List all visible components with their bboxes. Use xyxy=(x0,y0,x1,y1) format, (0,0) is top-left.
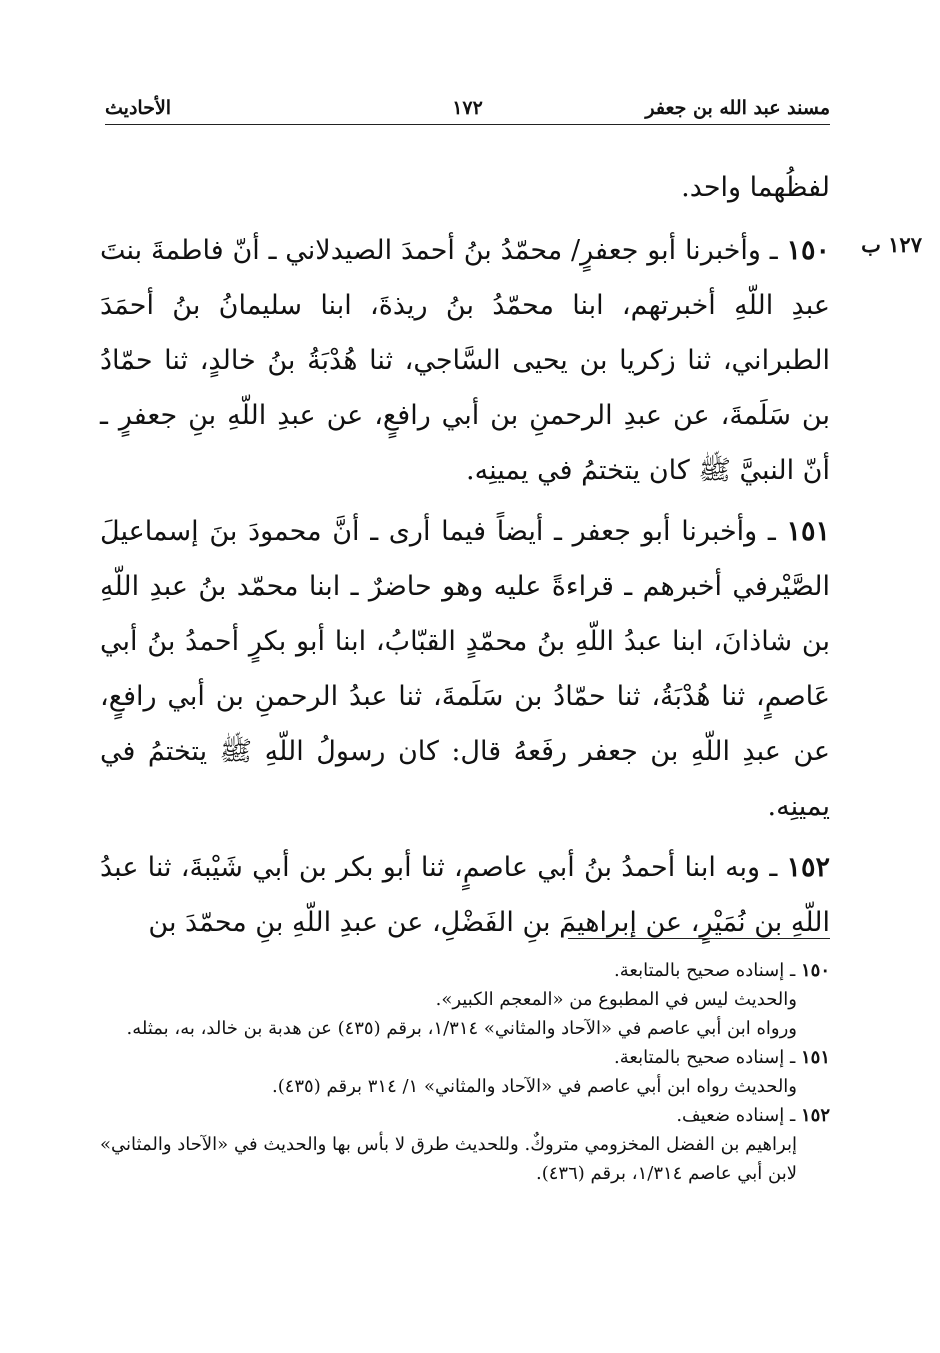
hadith-text: ـ وأخبرنا أبو جعفرٍ/ محمّدُ بنُ أحمدَ الصيدلاني ـ أنّ فاطمةَ بنتَ عبدِ اللّهِ أخبرتهم، ابنا محمّدُ بنُ ريذةَ، ابنا سليمانُ بنُ أحمَدَ الطبراني، ثنا زكريا بن يحيى السَّاجي، ثنا هُدْبَةُ بنُ خالدٍ، ثنا حمّادُ بن سَلَمةَ، عن عبدِ الرحمنِ بن أبي رافعٍ، عن عبدِ اللّهِ بنِ جعفرٍ ـ أنّ النبيَّ ﷺ كان يتختمُ في يمينِه. xyxy=(100,235,830,486)
footnote-divider xyxy=(568,938,830,939)
footnote-151-head xyxy=(100,1043,830,1072)
footnote-text: ـ إسناده صحيح بالمتابعة. xyxy=(614,960,796,981)
footnote-150-head xyxy=(100,956,830,985)
footnote-152-head xyxy=(100,1101,830,1130)
page-header xyxy=(105,92,830,125)
hadith-number: ١٥٢ xyxy=(786,852,830,883)
page-number: ١٧٢ xyxy=(452,97,483,119)
footnote-text: ـ إسناده صحيح بالمتابعة. xyxy=(614,1047,796,1068)
hadith-text: ـ وأخبرنا أبو جعفر ـ أيضاً فيما أرى ـ أنَّ محمودَ بنَ إسماعيلَ الصَّيْرفي أخبرهم ـ قراءةً عليه وهو حاضرٌ ـ ابنا محمّد بنُ عبدِ اللّهِ بن شاذانَ، ابنا عبدُ اللّهِ بنُ محمّدٍ القبّابُ، ابنا أبو بكرٍ أحمدُ بنُ أبي عَاصمٍ، ثنا هُدْبَةُ، ثنا حمّادُ بن سَلَمةَ، ثنا عبدُ الرحمنِ بن أبي رافعٍ، عن عبدِ اللّهِ بن جعفر رفَعهُ قال: كان رسولُ اللّهِ ﷺ يتختمُ في يمينِه. xyxy=(100,516,830,822)
hadith-150 xyxy=(100,223,830,498)
intro-line: لفظُهما واحد. xyxy=(681,172,830,203)
main-text xyxy=(100,160,830,956)
footnote-text: ـ إسناده ضعيف. xyxy=(676,1105,796,1126)
hadith-number: ١٥١ xyxy=(786,516,830,547)
hadith-text: ـ وبه ابنا أحمدُ بنُ أبي عاصمٍ، ثنا أبو بكر بن أبي شَيْبةَ، ثنا عبدُ اللّهِ بن نُمَيْرٍ، عن إبراهيمَ بنِ الفَضْلِ، عن عبدِ اللّهِ بنِ محمّدَ بن xyxy=(100,852,830,938)
running-title: مسند عبد الله بن جعفر xyxy=(645,97,830,119)
footnote-number: ١٥٢ xyxy=(800,1105,830,1126)
hadith-151 xyxy=(100,504,830,834)
footnote-number: ١٥١ xyxy=(800,1047,830,1068)
footnote-150-line: والحديث ليس في المطبوع من «المعجم الكبير». xyxy=(435,989,797,1010)
hadith-number: ١٥٠ xyxy=(786,235,830,266)
footnote-152-line: إبراهيم بن الفضل المخزومي متروكٌ. وللحديث طرق لا بأس بها والحديث في «الآحاد والمثاني» لابن أبي عاصم ١/٣١٤، برقم (٤٣٦). xyxy=(100,1134,797,1184)
section-title: الأحاديث xyxy=(105,97,172,119)
footnote-number: ١٥٠ xyxy=(800,960,830,981)
manuscript-folio-note: ١٢٧ ب xyxy=(861,232,922,257)
footnotes xyxy=(100,956,830,1188)
footnote-151-line: والحديث رواه ابن أبي عاصم في «الآحاد والمثاني» ١/ ٣١٤ برقم (٤٣٥). xyxy=(271,1076,797,1097)
hadith-152 xyxy=(100,840,830,950)
footnote-150-line: ورواه ابن أبي عاصم في «الآحاد والمثاني» ١/٣١٤، برقم (٤٣٥) عن هدبة بن خالد، به، بمثله. xyxy=(126,1018,797,1039)
